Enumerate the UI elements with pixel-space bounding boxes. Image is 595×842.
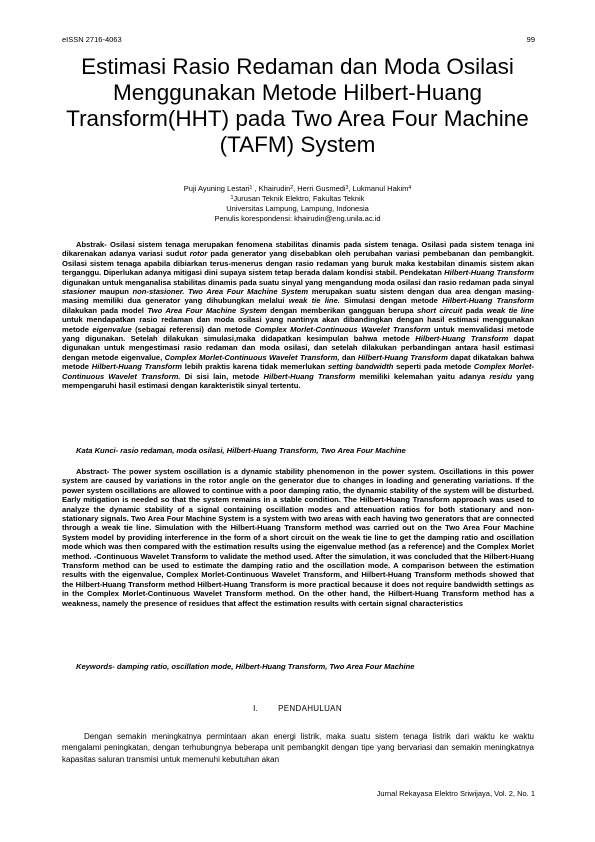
affiliation-text: Jurusan Teknik Elektro, Fakultas Teknik (233, 194, 365, 203)
author-name: Puji Ayuning Lestari (183, 184, 250, 193)
affiliation (40, 194, 555, 204)
journal-issn: eISSN 2716-4063 (62, 35, 122, 44)
abstract-english: Abstract- The power system oscillation is a dynamic stability phenomenon in the power system. Oscillations in this power system are caused by variations in the rotor angle on the generator due to changes in loading and generating variations. If the power system oscillations are allowed to continue with a poor damping ratio, the dynamic stability of the system will be disturbed. Early mitigation is needed so that the system remains in a stable condition. The Hilbert-Huang Transform approach was used to analyze the dynamic stability of a signal containing oscillation modes and attenuation ratios for both stationary and non-stationary signals. Two Area Four Machine System is a system with two areas with each having two generators that are connected through a weak tie line. Simulation with the Hilbert-Huang Transform method was carried out on the Two Area Four Machine System model by providing interference in the form of a short circuit on the weak tie line to get the damping ratio and oscillation mode which was then compared with the estimation results using the eigenvalue method (as a reference) and the Complex Morlet method. -Continuous Wavelet Transform to validate the method used. After the simulation, it was concluded that the Hilbert-Huang Transform method can be used to estimate the damping ratio and the oscillation mode. A comparison between the estimation results with the eigenvalue, Complex Morlet-Continuous Wavelet Transform, and Hilbert-Huang Transform methods showed that the Hilbert-Huang Transform method Hilbert-Huang Transform is more practical because it does not require bandwidth settings as in the Complex Morlet-Continuous Wavelet Transform method. On the other hand, the Hilbert-Huang Transform method has a weakness, namely the presence of residues that affect the estimation results with certain signal characteristics (62, 467, 534, 608)
author-name: Herri Gusmedi (297, 184, 346, 193)
affiliation-superscript: 1 (230, 195, 234, 201)
paper-title: Estimasi Rasio Redaman dan Moda Osilasi Menggunakan Metode Hilbert-Huang Transform(HHT) pada Two Area Four Machine (TAFM) System (66, 54, 529, 157)
author-list: Puji Ayuning Lestari$^1$ , Khairudin$^2$, Herri Gusmedi$^3$, Lukmanul Hakim$^4$ (183, 184, 412, 193)
body-paragraph: Dengan semakin meningkatnya permintaan akan energi listrik, maka suatu sistem tenaga listrik dari waktu ke waktu mengalami peningkatan, dengan terhubungnya beberapa unit pembangkit dengan tipe yang bervariasi dan semakin meningkatnya kapasitas saluran transmisi untuk memenuhi kebutuhan akan (62, 732, 534, 764)
university: Universitas Lampung, Lampung, Indonesia (226, 204, 369, 213)
author-name: Khairudin (258, 184, 291, 193)
keywords-indonesian: Kata Kunci- rasio redaman, moda osilasi, Hilbert-Huang Transform, Two Area Four Machine (76, 446, 406, 455)
journal-footer: Jurnal Rekayasa Elektro Sriwijaya, Vol. 2, No. 1 (376, 789, 535, 798)
author-name: Lukmanul Hakim (352, 184, 409, 193)
abstract-indonesian: Abstrak- Osilasi sistem tenaga merupakan fenomena stabilitas dinamis pada sistem tenaga. Osilasi pada sistem tenaga ini dikarenakan adanya variasi sudut rotor pada generator yang disebabkan oleh perubahan variasi pembebanan dan pembangkit. Osilasi sistem tenaga apabila dibiarkan terus-menerus dengan rasio redaman yang buruk maka kestabilan dinamis sistem akan terganggu. Diperlukan adanya mitigasi dini supaya sistem tetap berada dalam kondisi stabil. Pendekatan Hilbert-Huang Transform digunakan untuk menganalisa stabilitas dinamis pada suatu sinyal yang mengandung moda osilasi dan rasio redaman pada sinyal stasioner maupun non-stasioner. Two Area Four Machine System merupakan suatu sistem dengan dua area dengan masing-masing memiliki dua generator yang dihubungkan melalui weak tie line. Simulasi dengan metode Hilbert-Huang Transform dilakukan pada model Two Area Four Machine System dengan memberikan gangguan berupa short circuit pada weak tie line untuk mendapatkan rasio redaman dan moda osilasi yang nantinya akan dibandingkan dengan hasil estimasi menggunakan metode eigenvalue (sebagai referensi) dan metode Complex Morlet-Continuous Wavelet Transform untuk memvalidasi metode yang digunakan. Setelah dilakukan simulasi,maka didapatkan kesimpulan bahwa metode Hilbert-Huang Transform dapat digunakan untuk mengestimasi rasio redaman dan moda osilasi, dan setelah dilakukan perbandingan antara hasil estimasi dengan metode eigenvalue, Complex Morlet-Continuous Wavelet Transform, dan Hilbert-Huang Transform dapat dikatakan bahwa metode Hilbert-Huang Transform lebih praktis karena tidak memerlukan setting bandwidth seperti pada metode Complex Morlet-Continuous Wavelet Transform. Di sisi lain, metode Hilbert-Huang Transform memiliki kelemahan yaitu adanya residu yang mempengaruhi hasil estimasi dengan karakteristik sinyal tertentu. (62, 240, 534, 391)
correspondence: Penulis korespondensi: khairudin@eng.unila.ac.id (214, 214, 381, 223)
author-superscript: 3 (345, 185, 349, 191)
section-heading (40, 704, 555, 713)
keywords-english: Keywords- damping ratio, oscillation mode, Hilbert-Huang Transform, Two Area Four Machine (76, 662, 415, 671)
section-number: I. (253, 704, 259, 713)
author-superscript: 2 (290, 185, 294, 191)
author-superscript: 4 (408, 185, 412, 191)
section-title: PENDAHULUAN (278, 704, 342, 713)
author-superscript: 1 (249, 185, 253, 191)
author-block (40, 184, 555, 224)
page-number: 99 (526, 35, 535, 44)
